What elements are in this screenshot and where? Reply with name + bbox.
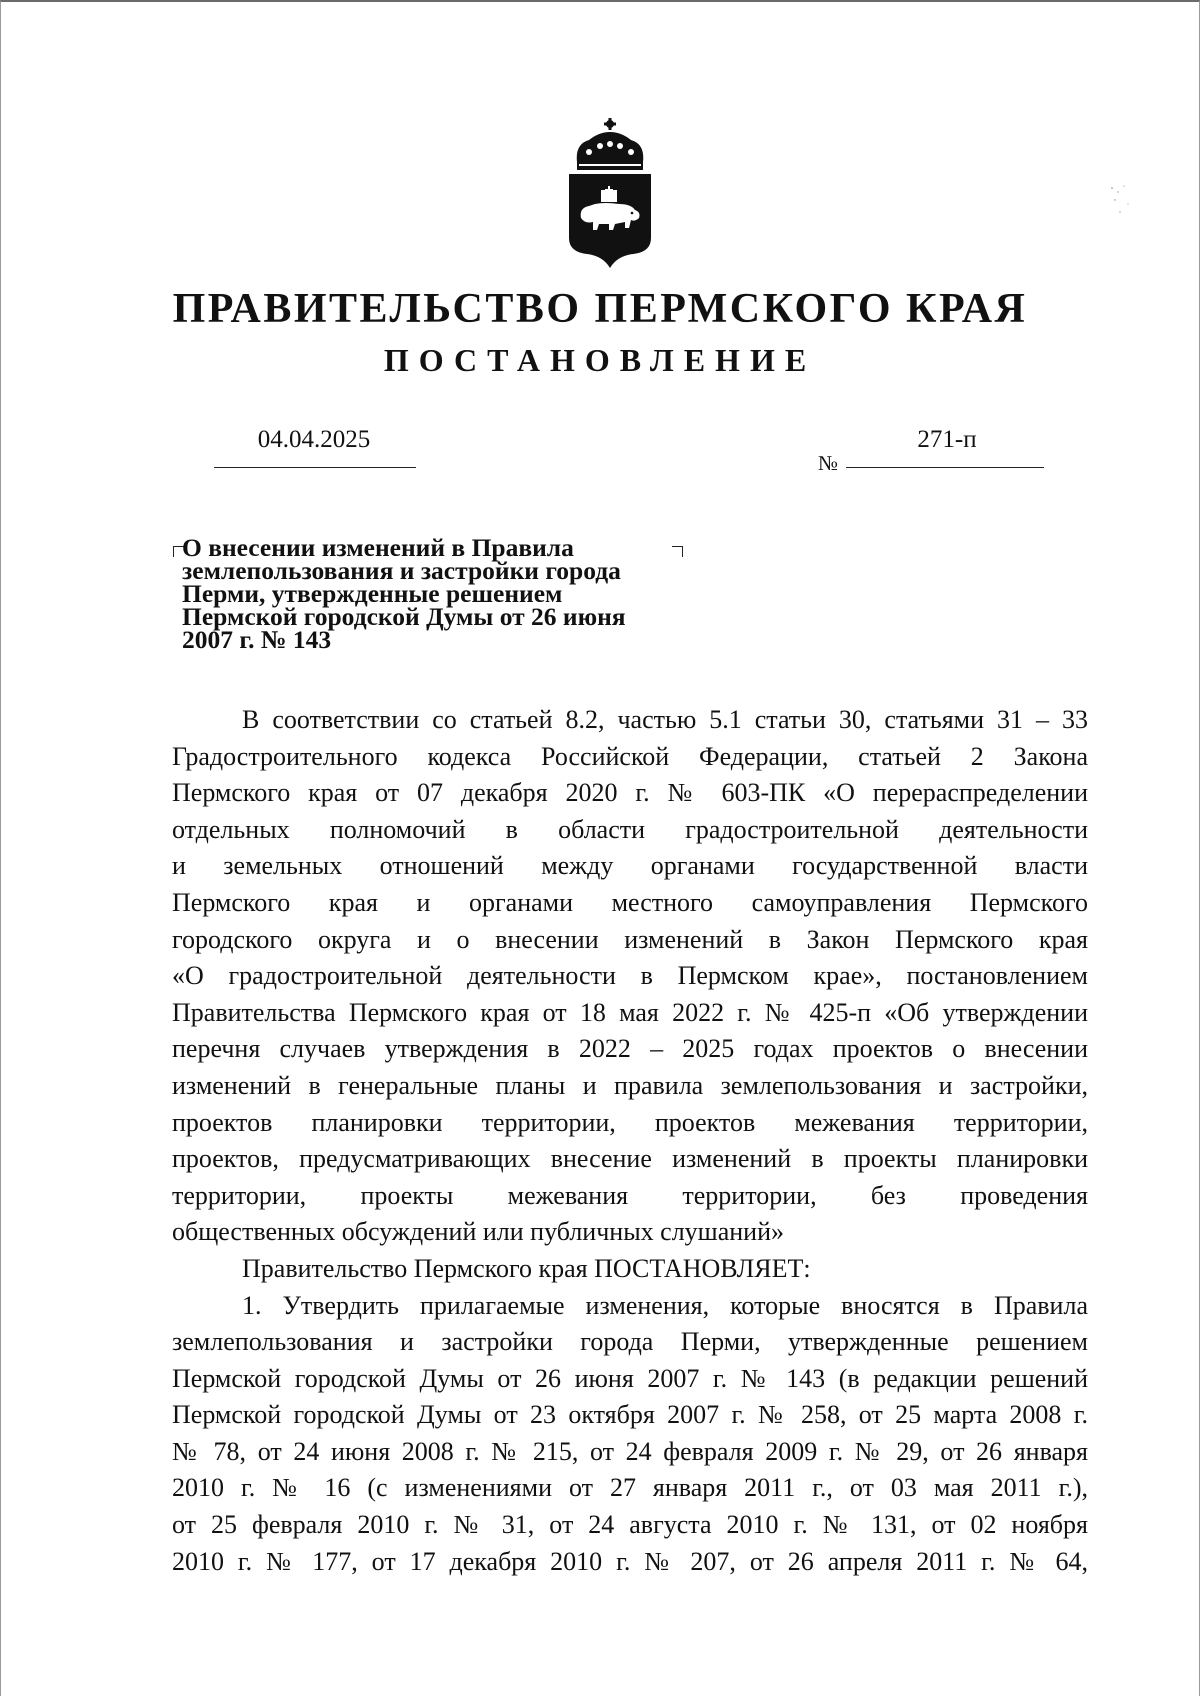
body-line: «О градостроительной деятельности в Пермском крае», постановлением — [172, 961, 1088, 991]
body-line: № 78, от 24 июня 2008 г. № 215, от 24 февраля 2009 г. № 29, от 26 января — [172, 1436, 1088, 1466]
body-line: 2010 г. № 16 (с изменениями от 27 января 2011 г., от 03 мая 2011 г.), — [172, 1473, 1088, 1503]
subject-line: землепользования и застройки города — [182, 556, 621, 585]
body-line: землепользования и застройки города Перми, утвержденные решением — [172, 1327, 1088, 1357]
body-line: Правительства Пермского края от 18 мая 2022 г. № 425-п «Об утверждении — [172, 997, 1088, 1027]
subject-line: 2007 г. № 143 — [182, 625, 332, 654]
body-line: изменений в генеральные планы и правила землепользования и застройки, — [172, 1070, 1088, 1100]
body-line: 2010 г. № 177, от 17 декабря 2010 г. № 207, от 26 апреля 2011 г. № 64, — [172, 1546, 1088, 1576]
number-sign: № — [818, 451, 839, 475]
body-line: городского округа и о внесении изменений в Закон Пермского края — [172, 924, 1088, 954]
body-line: Пермской городской Думы от 23 октября 2007 г. № 258, от 25 марта 2008 г. — [172, 1400, 1088, 1430]
body-line: общественных обсуждений или публичных слушаний» — [172, 1217, 784, 1247]
body-line: от 25 февраля 2010 г. № 31, от 24 августа 2010 г. № 131, от 02 ноября — [172, 1510, 1088, 1540]
subject-line: Пермской городской Думы от 26 июня — [182, 602, 626, 631]
number-underline — [846, 467, 1044, 468]
body-line: и земельных отношений между органами государственной власти — [172, 851, 1088, 881]
body-line: отдельных полномочий в области градостроительной деятельности — [172, 814, 1088, 844]
document-subject — [182, 533, 702, 654]
body-line: проектов, предусматривающих внесение изменений в проекты планировки — [172, 1144, 1088, 1174]
body-line: Градостроительного кодекса Российской Федерации, статьей 2 Закона — [172, 741, 1088, 771]
body-line: перечня случаев утверждения в 2022 – 2025 годах проектов о внесении — [172, 1034, 1088, 1064]
scan-specks — [1108, 182, 1138, 222]
subject-line: Перми, утвержденные решением — [182, 579, 563, 608]
subject-line: О внесении изменений в Правила — [182, 533, 574, 562]
body-line: В соответствии со статьей 8.2, частью 5.1 статьи 30, статьями 31 – 33 — [242, 705, 1088, 734]
organization-title: ПРАВИТЕЛЬСТВО ПЕРМСКОГО КРАЯ — [172, 286, 1028, 332]
body-line: Пермского края и органами местного самоуправления Пермского — [172, 887, 1088, 917]
body-line: Правительство Пермского края ПОСТАНОВЛЯЕТ: — [242, 1253, 811, 1283]
body-line: 1. Утвердить прилагаемые изменения, которые вносятся в Правила — [242, 1290, 1088, 1320]
perm-krai-coat-of-arms-icon — [565, 118, 655, 270]
document-number: 271-п — [917, 426, 977, 453]
document-type: ПОСТАНОВЛЕНИЕ — [383, 342, 817, 378]
document-body — [172, 702, 1088, 1580]
body-line: проектов планировки территории, проектов межевания территории, — [172, 1107, 1088, 1137]
body-line: Пермского края от 07 декабря 2020 г. № 603-ПК «О перераспределении — [172, 778, 1088, 808]
date-underline — [214, 467, 416, 468]
document-date: 04.04.2025 — [257, 426, 371, 453]
body-line: Пермской городской Думы от 26 июня 2007 г. № 143 (в редакции решений — [172, 1363, 1088, 1393]
body-line: территории, проекты межевания территории, без проведения — [172, 1180, 1088, 1210]
